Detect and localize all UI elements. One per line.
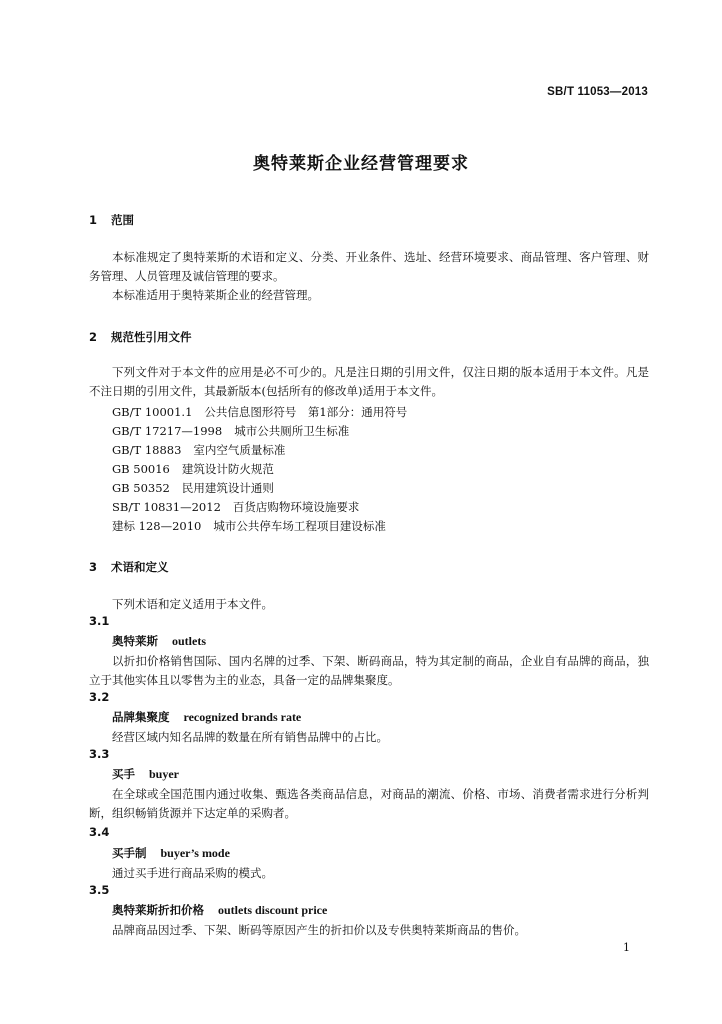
term-heading [112,902,327,918]
scope-paragraph: 本标准适用于奥特莱斯企业的经营管理。 [112,288,319,302]
document-code: SB/T 11053—2013 [547,86,648,98]
reference-name: 建筑设计防火规范 [181,462,274,476]
reference-item [112,442,285,458]
section-heading [89,212,134,228]
scope-paragraph: 本标准规定了奥特莱斯的术语和定义、分类、开业条件、选址、经营环境要求、商品管理、客户管理、财务管理、人员管理及诚信管理的要求。 [89,250,649,283]
term-heading [112,766,179,782]
section-title: 规范性引用文件 [111,330,192,344]
term-number: 3.5 [89,883,110,897]
reference-name: 室内空气质量标准 [193,443,286,457]
term-number: 3.2 [89,690,110,704]
page-number: 1 [623,941,630,954]
term-en: outlets [172,634,206,648]
document-title: 奥特莱斯企业经营管理要求 [253,154,469,174]
term-cn: 奥特莱斯 [112,634,158,648]
term-definition: 在全球或全国范围内通过收集、甄选各类商品信息，对商品的潮流、价格、市场、消费者需求进行分析判断，组织畅销货源并下达定单的采购者。 [89,787,649,820]
term-definition: 品牌商品因过季、下架、断码等原因产生的折扣价以及专供奥特莱斯商品的售价。 [112,923,526,937]
section-heading [89,559,169,575]
section-heading [89,329,192,345]
term-en: outlets discount price [218,903,328,917]
term-en: recognized brands rate [183,710,302,724]
reference-name: 城市公共厕所卫生标准 [234,424,350,438]
reference-code: GB/T 18883 [112,443,182,457]
section-number: 2 [89,330,98,344]
reference-item [112,423,349,439]
section-title: 术语和定义 [111,560,169,574]
section-number: 3 [89,560,98,574]
term-heading [112,633,206,649]
reference-code: 建标 128—2010 [112,519,202,533]
reference-item [112,461,274,477]
term-number: 3.3 [89,747,110,761]
reference-code: GB 50016 [112,462,170,476]
term-en: buyer [149,767,179,781]
term-heading [112,709,301,725]
reference-item [112,499,359,515]
reference-name: 城市公共停车场工程项目建设标准 [213,519,386,533]
reference-name: 百货店购物环境设施要求 [232,500,360,514]
term-cn: 奥特莱斯折扣价格 [112,903,204,917]
term-cn: 买手制 [112,846,147,860]
reference-code: SB/T 10831—2012 [112,500,221,514]
reference-item [112,404,407,420]
section-number: 1 [89,213,98,227]
term-heading [112,845,230,861]
term-number: 3.1 [89,614,110,628]
term-cn: 品牌集聚度 [112,710,170,724]
reference-name: 民用建筑设计通则 [181,481,274,495]
reference-item [112,480,274,496]
term-cn: 买手 [112,767,135,781]
term-definition: 通过买手进行商品采购的模式。 [112,866,273,880]
reference-name: 公共信息图形符号 第1部分：通用符号 [204,405,408,419]
term-definition: 以折扣价格销售国际、国内名牌的过季、下架、断码商品，特为其定制的商品，企业自有品牌的商品，独立于其他实体且以零售为主的业态，具备一定的品牌集聚度。 [89,654,649,687]
reference-code: GB 50352 [112,481,170,495]
term-en: buyer’s mode [160,846,230,860]
reference-code: GB/T 17217—1998 [112,424,223,438]
terms-intro: 下列术语和定义适用于本文件。 [112,597,273,611]
reference-code: GB/T 10001.1 [112,405,193,419]
term-definition: 经营区域内知名品牌的数量在所有销售品牌中的占比。 [112,730,388,744]
reference-item [112,518,386,534]
normative-intro: 下列文件对于本文件的应用是必不可少的。凡是注日期的引用文件，仅注日期的版本适用于本文件。凡是不注日期的引用文件，其最新版本(包括所有的修改单)适用于本文件。 [89,365,649,398]
section-title: 范围 [111,213,135,227]
term-number: 3.4 [89,825,110,839]
